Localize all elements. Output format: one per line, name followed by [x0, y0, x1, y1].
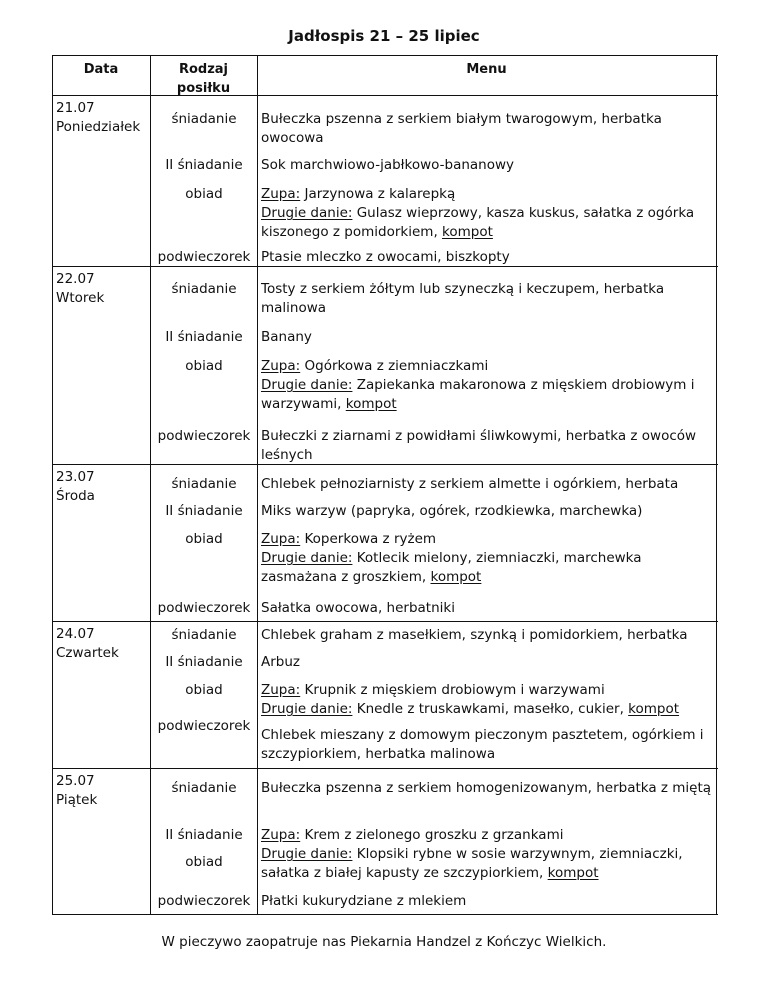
meal-type: obiad [185, 358, 223, 374]
day-divider [52, 621, 718, 622]
meal-type: II śniadanie [165, 329, 243, 345]
menu-item: Chlebek graham z masełkiem, szynką i pomidorkiem, herbatka [261, 627, 688, 643]
menu-item [261, 826, 716, 883]
header-date: Data [83, 62, 119, 77]
bakery-note: W pieczywo zaopatruje nas Piekarnia Handzel z Kończyc Wielkich. [161, 934, 607, 950]
soup-label: Zupa: [261, 186, 301, 202]
date-value: 25.07 [56, 773, 95, 789]
menu-item: Chlebek pełnoziarnisty z serkiem almette i ogórkiem, herbata [261, 476, 679, 492]
day-name: Czwartek [56, 645, 119, 661]
table-border-left [52, 55, 53, 915]
compote-label: kompot [430, 569, 482, 585]
date-value: 23.07 [56, 469, 95, 485]
meal-type: śniadanie [171, 111, 237, 127]
menu-item: Banany [261, 329, 312, 345]
day-name: Poniedziałek [56, 119, 141, 135]
date-cell [56, 468, 148, 506]
menu-item [261, 357, 716, 414]
meal-type: śniadanie [171, 627, 237, 643]
compote-label: kompot [628, 701, 680, 717]
meal-type: obiad [185, 682, 223, 698]
main-course-label: Drugie danie: [261, 701, 353, 717]
meal-type: podwieczorek [157, 249, 251, 265]
soup-label: Zupa: [261, 682, 301, 698]
meal-type: podwieczorek [157, 718, 251, 734]
day-name: Wtorek [56, 290, 105, 306]
menu-table [52, 55, 718, 915]
header-menu: Menu [466, 62, 507, 77]
page-title: Jadłospis 21 – 25 lipiec [288, 27, 480, 45]
meal-type: śniadanie [171, 476, 237, 492]
menu-item: Tosty z serkiem żółtym lub szyneczką i keczupem, herbatka malinowa [261, 281, 665, 316]
main-course-label: Drugie danie: [261, 377, 353, 393]
soup-text: Koperkowa z ryżem [300, 531, 437, 547]
meal-type: obiad [185, 531, 223, 547]
menu-item [261, 185, 716, 242]
soup-text: Jarzynowa z kalarepką [300, 186, 456, 202]
day-divider [52, 768, 718, 769]
date-cell [56, 625, 148, 663]
menu-item [261, 681, 716, 719]
main-course-label: Drugie danie: [261, 550, 353, 566]
soup-label: Zupa: [261, 358, 301, 374]
menu-item [261, 530, 716, 587]
meal-type: śniadanie [171, 780, 237, 796]
meal-type: podwieczorek [157, 893, 251, 909]
main-course-text: Gulasz wieprzowy, kasza kuskus, sałatka z ogórka kiszonego z pomidorkiem, [261, 205, 695, 240]
menu-item: Bułeczki z ziarnami z powidłami śliwkowymi, herbatka z owoców leśnych [261, 428, 697, 463]
menu-item: Ptasie mleczko z owocami, biszkopty [261, 249, 510, 265]
compote-label: kompot [345, 396, 397, 412]
meal-type: śniadanie [171, 281, 237, 297]
menu-item: Sok marchwiowo-jabłkowo-bananowy [261, 157, 515, 173]
header-meal-type-line1: Rodzaj [178, 62, 229, 77]
menu-item: Miks warzyw (papryka, ogórek, rzodkiewka, marchewka) [261, 503, 643, 519]
soup-label: Zupa: [261, 531, 301, 547]
soup-label: Zupa: [261, 827, 301, 843]
main-course-text: Knedle z truskawkami, masełko, cukier, [352, 701, 629, 717]
soup-text: Krem z zielonego groszku z grzankami [300, 827, 564, 843]
date-cell [56, 270, 148, 308]
main-course-label: Drugie danie: [261, 846, 353, 862]
compote-label: kompot [442, 224, 493, 240]
menu-item: Bułeczka pszenna z serkiem homogenizowanym, herbatka z miętą [261, 780, 712, 796]
meal-type: obiad [185, 854, 223, 870]
main-course-text: Klopsiki rybne w sosie warzywnym, ziemniaczki, sałatka z białej kapusty ze szczypiorkiem, [261, 846, 683, 881]
table-border-bottom [52, 914, 718, 915]
header-meal-type-line2: posiłku [176, 81, 231, 96]
compote-label: kompot [547, 865, 599, 881]
meal-type: II śniadanie [165, 157, 243, 173]
date-cell [56, 99, 148, 137]
date-cell [56, 772, 148, 810]
column-divider [257, 55, 258, 915]
menu-item: Sałatka owocowa, herbatniki [261, 600, 455, 616]
date-value: 24.07 [56, 626, 95, 642]
meal-type: obiad [185, 186, 223, 202]
table-border-top [52, 55, 718, 56]
meal-type: II śniadanie [165, 503, 243, 519]
day-name: Piątek [56, 792, 98, 808]
main-course-text: Zapiekanka makaronowa z mięskiem drobiowym i warzywami, [261, 377, 695, 412]
main-course-label: Drugie danie: [261, 205, 353, 221]
menu-item: Arbuz [261, 654, 300, 670]
main-course-text: Kotlecik mielony, ziemniaczki, marchewka zasmażana z groszkiem, [261, 550, 642, 585]
meal-type: II śniadanie [165, 827, 243, 843]
meal-type: II śniadanie [165, 654, 243, 670]
date-value: 21.07 [56, 100, 95, 116]
meal-type: podwieczorek [157, 600, 251, 616]
soup-text: Krupnik z mięskiem drobiowym i warzywami [300, 682, 605, 698]
menu-item: Chlebek mieszany z domowym pieczonym pasztetem, ogórkiem i szczypiorkiem, herbatka malinowa [261, 727, 704, 762]
menu-item: Bułeczka pszenna z serkiem białym twarogowym, herbatka owocowa [261, 111, 662, 146]
date-value: 22.07 [56, 271, 95, 287]
day-name: Środa [56, 488, 95, 504]
soup-text: Ogórkowa z ziemniaczkami [300, 358, 489, 374]
table-border-right [716, 55, 717, 915]
menu-item: Płatki kukurydziane z mlekiem [261, 893, 467, 909]
meal-type: podwieczorek [157, 428, 251, 444]
